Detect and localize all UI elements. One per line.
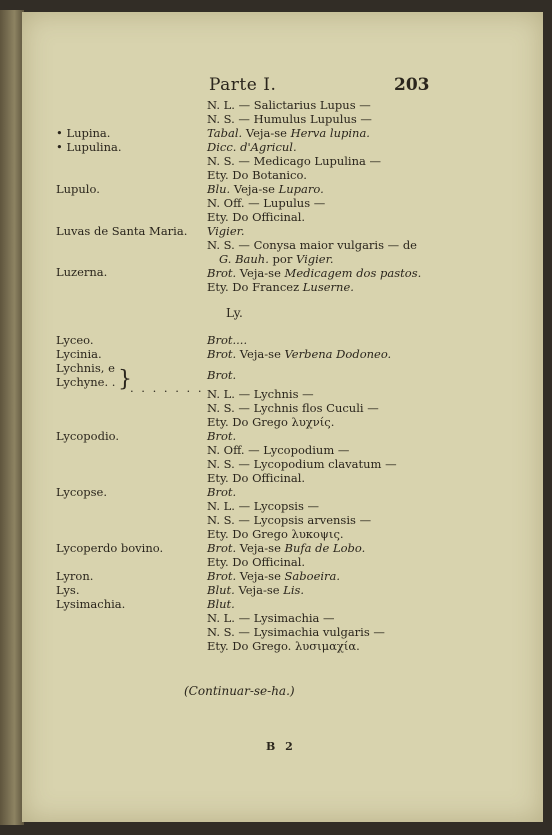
definition-line: N. L. — Lysimachia — bbox=[207, 611, 335, 625]
cross-reference-text: Veja-se bbox=[234, 583, 284, 597]
cross-reference-text: Veja-se bbox=[236, 266, 285, 280]
entry-lycinia: Lycinia. bbox=[56, 347, 102, 361]
source-abbrev: G. Bauh. bbox=[219, 252, 269, 266]
cross-reference-text: Veja-se bbox=[236, 569, 285, 583]
entry-lycopodio: Lycopodio. bbox=[56, 429, 119, 443]
entry-lyceo: Lyceo. bbox=[56, 333, 94, 347]
definition-line: N. Off. — Lupulus — bbox=[207, 196, 326, 210]
definition-line bbox=[219, 252, 333, 266]
entry-lys: Lys. bbox=[56, 583, 80, 597]
definition-line bbox=[207, 182, 324, 196]
entry-luvas-de-santa-maria: Luvas de Santa Maria. bbox=[56, 224, 188, 238]
definition-line: Blut. bbox=[207, 597, 235, 611]
cross-reference-text: Veja-se bbox=[236, 541, 285, 555]
cross-reference-target: Luparo. bbox=[278, 182, 324, 196]
definition-line: Vigier. bbox=[207, 224, 245, 238]
cross-reference-target: Verbena Dodoneo. bbox=[284, 347, 392, 361]
page-number: 203 bbox=[394, 75, 430, 95]
source-abbrev: Tabal. bbox=[207, 126, 243, 140]
entry-lyron: Lyron. bbox=[56, 569, 94, 583]
definition-line: Brot.... bbox=[207, 333, 248, 347]
signature-mark: B 2 bbox=[266, 740, 296, 753]
definition-line: Ety. Do Grego λυχνίς. bbox=[207, 415, 335, 429]
entry-lupulina: • Lupulina. bbox=[56, 140, 122, 154]
cross-reference-text: Veja-se bbox=[242, 126, 291, 140]
definition-line: N. L. — Lycopsis — bbox=[207, 499, 320, 513]
definition-line: Ety. Do Officinal. bbox=[207, 471, 306, 485]
definition-line: Ety. Do Botanico. bbox=[207, 168, 307, 182]
definition-line: Ety. Do Grego. λυσιμαχία. bbox=[207, 639, 360, 653]
etymology-word: Luserne. bbox=[302, 280, 354, 294]
brace-mark: } bbox=[118, 367, 132, 392]
cross-reference-target: Lis. bbox=[283, 583, 305, 597]
cross-reference-target: Bufa de Lobo. bbox=[284, 541, 366, 555]
cross-reference-target: Vigier. bbox=[295, 252, 334, 266]
running-title: Parte I. bbox=[209, 75, 277, 95]
source-abbrev: Blu. bbox=[207, 182, 231, 196]
definition-line: N. S. — Lychnis flos Cuculi — bbox=[207, 401, 379, 415]
definition-line: Brot. bbox=[207, 429, 237, 443]
source-abbrev: Brot. bbox=[207, 347, 237, 361]
definition-line: N. S. — Medicago Lupulina — bbox=[207, 154, 382, 168]
cross-reference-target: Medicagem dos pastos. bbox=[284, 266, 422, 280]
previous-page-edge bbox=[0, 10, 24, 825]
leader-dots: . . . . . . . bbox=[130, 381, 204, 395]
definition-line: N. S. — Lycopsis arvensis — bbox=[207, 513, 372, 527]
definition-line: N. L. — Salictarius Lupus — bbox=[207, 98, 371, 112]
definition-line: N. S. — Humulus Lupulus — bbox=[207, 112, 372, 126]
definition-line bbox=[207, 583, 304, 597]
definition-line: N. S. — Lycopodium clavatum — bbox=[207, 457, 397, 471]
continuation-note: (Continuar-se-ha.) bbox=[184, 684, 295, 698]
definition-line bbox=[207, 569, 340, 583]
definition-line: Brot. bbox=[207, 485, 237, 499]
cross-reference-target: Herva lupina. bbox=[290, 126, 370, 140]
definition-line: N. S. — Conysa maior vulgaris — de bbox=[207, 238, 417, 252]
cross-reference-target: Saboeira. bbox=[284, 569, 341, 583]
entry-lycoperdo-bovino: Lycoperdo bovino. bbox=[56, 541, 164, 555]
definition-line: Dicc. d'Agricul. bbox=[207, 140, 297, 154]
definition-line bbox=[207, 280, 354, 294]
definition-line: N. S. — Lysimachia vulgaris — bbox=[207, 625, 385, 639]
cross-reference-text: Veja-se bbox=[236, 347, 285, 361]
entry-lycopse: Lycopse. bbox=[56, 485, 108, 499]
page-header bbox=[22, 75, 543, 99]
definition-line: Ety. Do Officinal. bbox=[207, 555, 306, 569]
definition-line bbox=[207, 541, 365, 555]
source-abbrev: Blut. bbox=[207, 583, 235, 597]
entry-lysimachia: Lysimachia. bbox=[56, 597, 126, 611]
section-heading: Ly. bbox=[226, 306, 243, 320]
source-abbrev: Brot. bbox=[207, 569, 237, 583]
entry-lupina: • Lupina. bbox=[56, 126, 111, 140]
etymology-text: Ety. Do Francez bbox=[207, 280, 303, 294]
definition-line: N. L. — Lychnis — bbox=[207, 387, 314, 401]
definition-line: Brot. bbox=[207, 368, 237, 382]
entry-lupulo: Lupulo. bbox=[56, 182, 100, 196]
entry-lychnis: Lychnis, e bbox=[56, 361, 115, 375]
source-abbrev: Brot. bbox=[207, 266, 237, 280]
definition-line bbox=[207, 347, 391, 361]
entry-lychyne: Lychyne. . bbox=[56, 375, 116, 389]
definition-line bbox=[207, 126, 370, 140]
entry-luzerna: Luzerna. bbox=[56, 265, 108, 279]
definition-line bbox=[207, 266, 421, 280]
cross-reference-text: Veja-se bbox=[230, 182, 279, 196]
definition-line: Ety. Do Officinal. bbox=[207, 210, 306, 224]
definition-line: Ety. Do Grego λυκοψις. bbox=[207, 527, 344, 541]
source-abbrev: Brot. bbox=[207, 541, 237, 555]
definition-line: N. Off. — Lycopodium — bbox=[207, 443, 350, 457]
book-page bbox=[22, 12, 543, 822]
cross-reference-text: por bbox=[268, 252, 296, 266]
